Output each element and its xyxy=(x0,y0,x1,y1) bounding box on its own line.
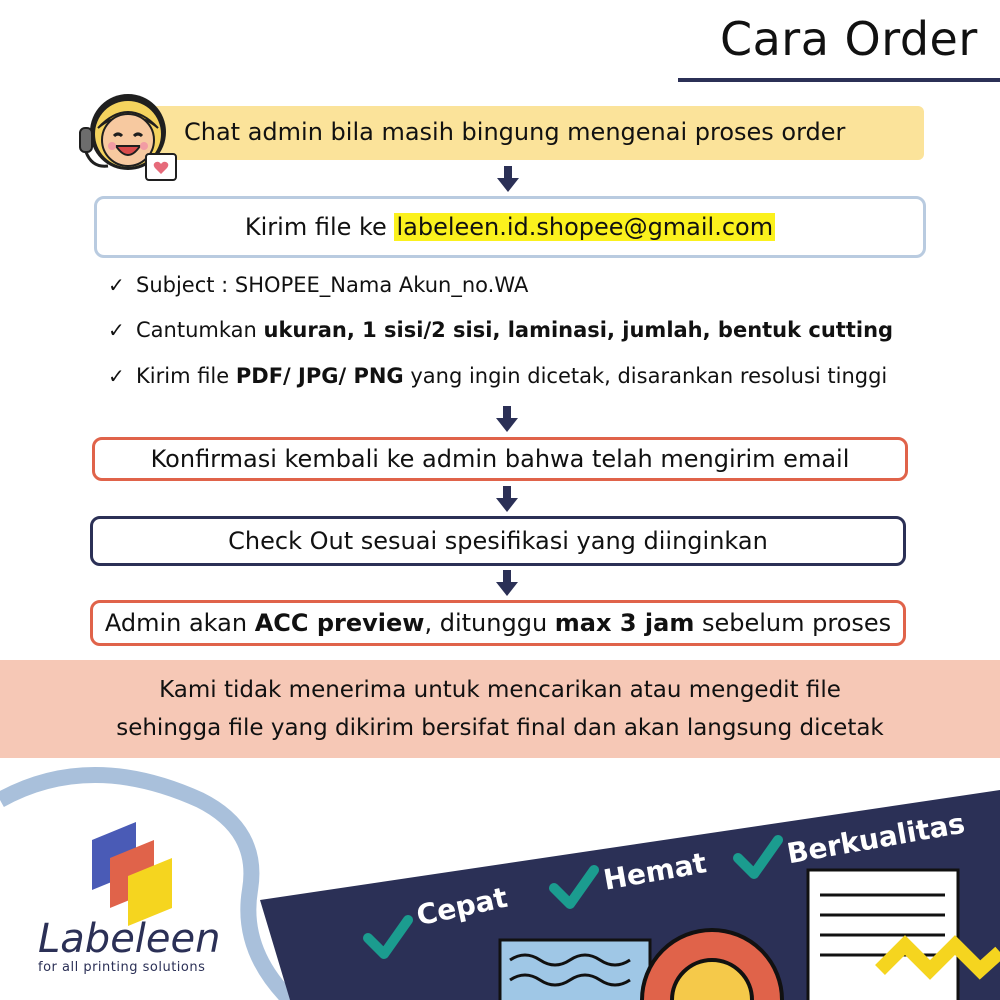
checklist-item-subject: ✓ Subject : SHOPEE_Nama Akun_no.WA xyxy=(108,273,529,297)
brand-tagline: for all printing solutions xyxy=(38,960,206,975)
arrow-down-icon xyxy=(497,166,519,192)
send-file-step xyxy=(94,196,926,258)
title-underline xyxy=(678,78,1000,82)
admin-avatar-icon xyxy=(72,88,188,188)
page-title: Cara Order xyxy=(720,12,978,66)
arrow-down-icon xyxy=(496,570,518,596)
paper-illustration xyxy=(808,870,958,1000)
check-icon: ✓ xyxy=(108,273,125,297)
checkout-step: Check Out sesuai spesifikasi yang diinginkan xyxy=(90,516,906,566)
arrow-down-icon xyxy=(496,486,518,512)
tag-cepat: Cepat xyxy=(413,880,511,933)
final-file-notice xyxy=(0,660,1000,758)
notice-line-1: Kami tidak menerima untuk mencarikan atau mengedit file xyxy=(159,677,841,703)
tag-berkualitas: Berkualitas xyxy=(784,806,968,871)
notice-line-2: sehingga file yang dikirim bersifat final dan akan langsung dicetak xyxy=(116,715,884,741)
check-icon: ✓ xyxy=(108,318,125,342)
check-icon: ✓ xyxy=(108,364,125,388)
brand-name: Labeleen xyxy=(38,916,221,962)
labeleen-logo-icon xyxy=(92,822,172,926)
checklist-item-specs: ✓ Cantumkan ukuran, 1 sisi/2 sisi, laminasi, jumlah, bentuk cutting xyxy=(108,318,894,342)
tag-hemat: Hemat xyxy=(600,846,709,897)
acc-preview-step: Admin akan ACC preview, ditunggu max 3 jam sebelum proses xyxy=(90,600,906,646)
chat-admin-text: Chat admin bila masih bingung mengenai proses order xyxy=(184,118,846,146)
arrow-down-icon xyxy=(496,406,518,432)
confirm-email-step: Konfirmasi kembali ke admin bahwa telah mengirim email xyxy=(92,437,908,481)
send-file-label: Kirim file ke xyxy=(244,213,395,241)
email-address-link[interactable]: labeleen.id.shopee@gmail.com xyxy=(396,213,774,241)
checklist-item-format: ✓ Kirim file PDF/ JPG/ PNG yang ingin dicetak, disarankan resolusi tinggi xyxy=(108,364,888,388)
